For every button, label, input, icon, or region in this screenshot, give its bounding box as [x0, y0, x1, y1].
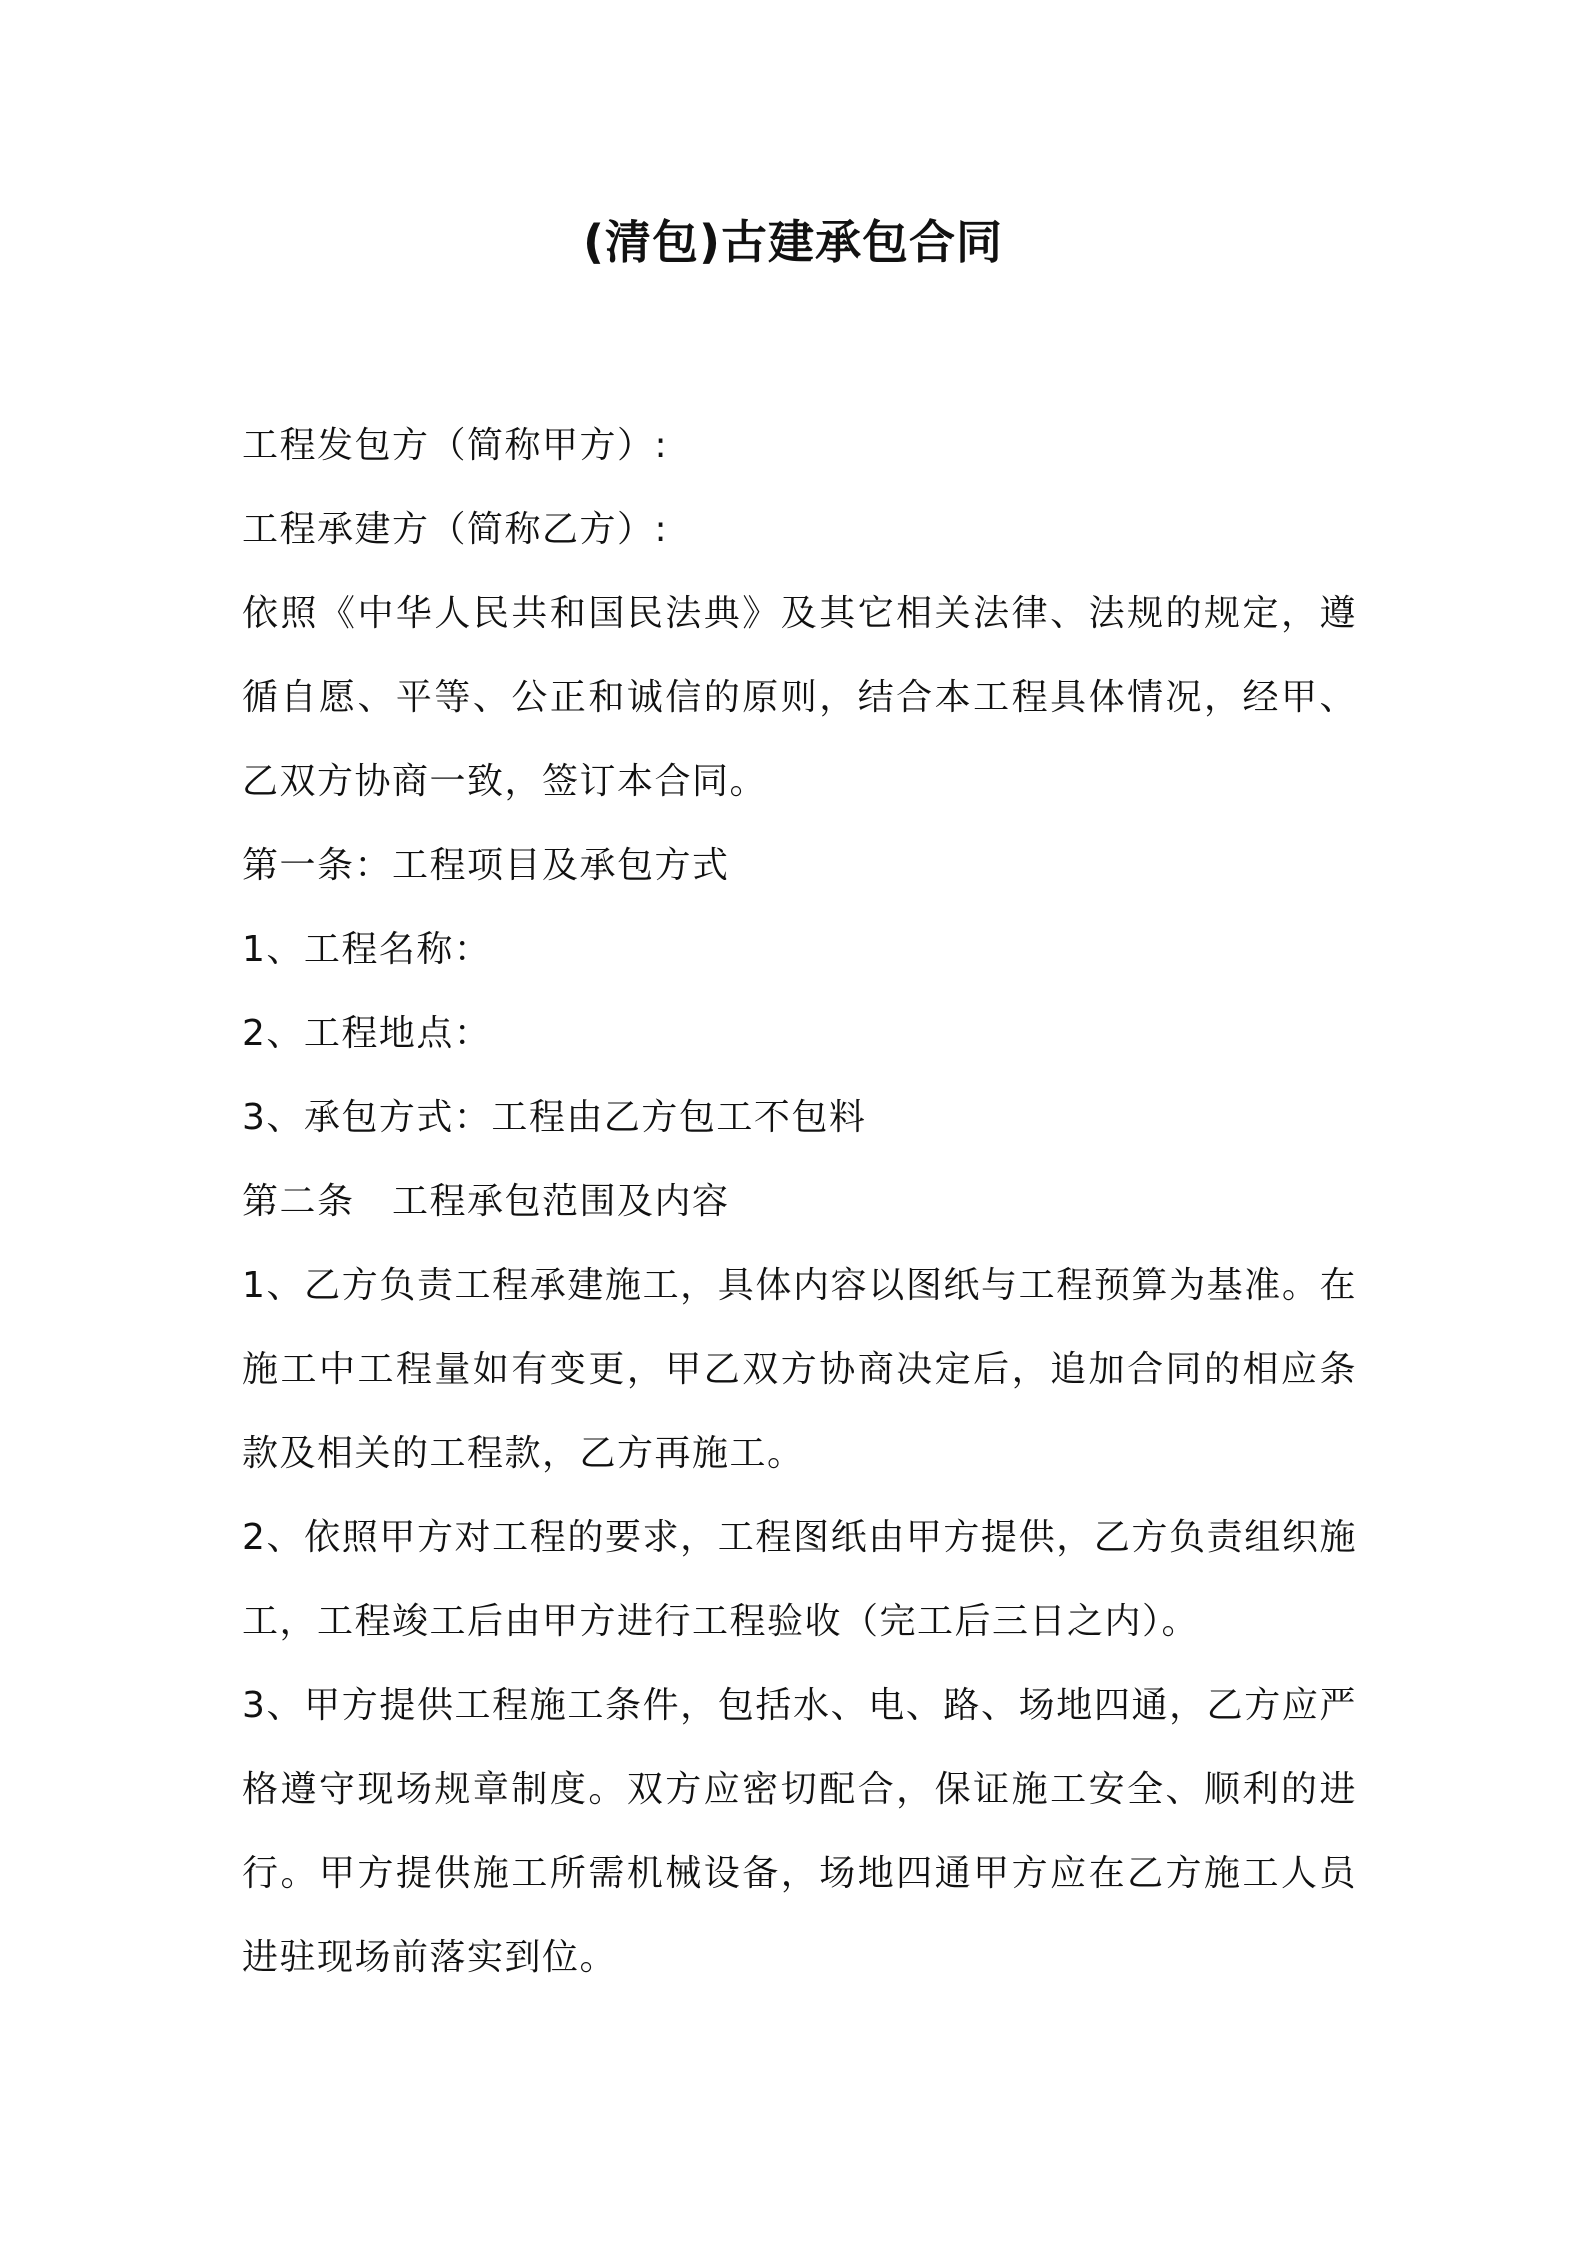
document-title: (清包)古建承包合同 [582, 215, 1004, 269]
article-1-item-2: 2、工程地点： [242, 1013, 492, 1054]
article-2-heading: 第二条 工程承包范围及内容 [242, 1181, 730, 1222]
article-2-item-2: 2、依照甲方对工程的要求，工程图纸由甲方提供，乙方负责组织施工，工程竣工后由甲方进行工程验收（完工后三日之内）。 [242, 1517, 1357, 1642]
article-1-item-1: 1、工程名称： [242, 929, 492, 970]
party-b-line: 工程承建方（简称乙方）: [242, 509, 669, 550]
party-a-line: 工程发包方（简称甲方）: [242, 425, 669, 466]
article-2-item-3: 3、甲方提供工程施工条件，包括水、电、路、场地四通，乙方应严格遵守现场规章制度。双方应密切配合，保证施工安全、顺利的进行。甲方提供施工所需机械设备，场地四通甲方应在乙方施工人员进驻现场前落实到位。 [242, 1685, 1357, 1978]
article-2-item-1: 1、乙方负责工程承建施工，具体内容以图纸与工程预算为基准。在施工中工程量如有变更，甲乙双方协商决定后，追加合同的相应条款及相关的工程款，乙方再施工。 [242, 1265, 1357, 1474]
article-1-item-3: 3、承包方式：工程由乙方包工不包料 [242, 1097, 867, 1138]
preamble-paragraph: 依照《中华人民共和国民法典》及其它相关法律、法规的规定，遵循自愿、平等、公正和诚信的原则，结合本工程具体情况，经甲、乙双方协商一致，签订本合同。 [242, 593, 1357, 802]
document-body [242, 404, 1357, 2000]
article-1-heading: 第一条：工程项目及承包方式 [242, 845, 730, 886]
